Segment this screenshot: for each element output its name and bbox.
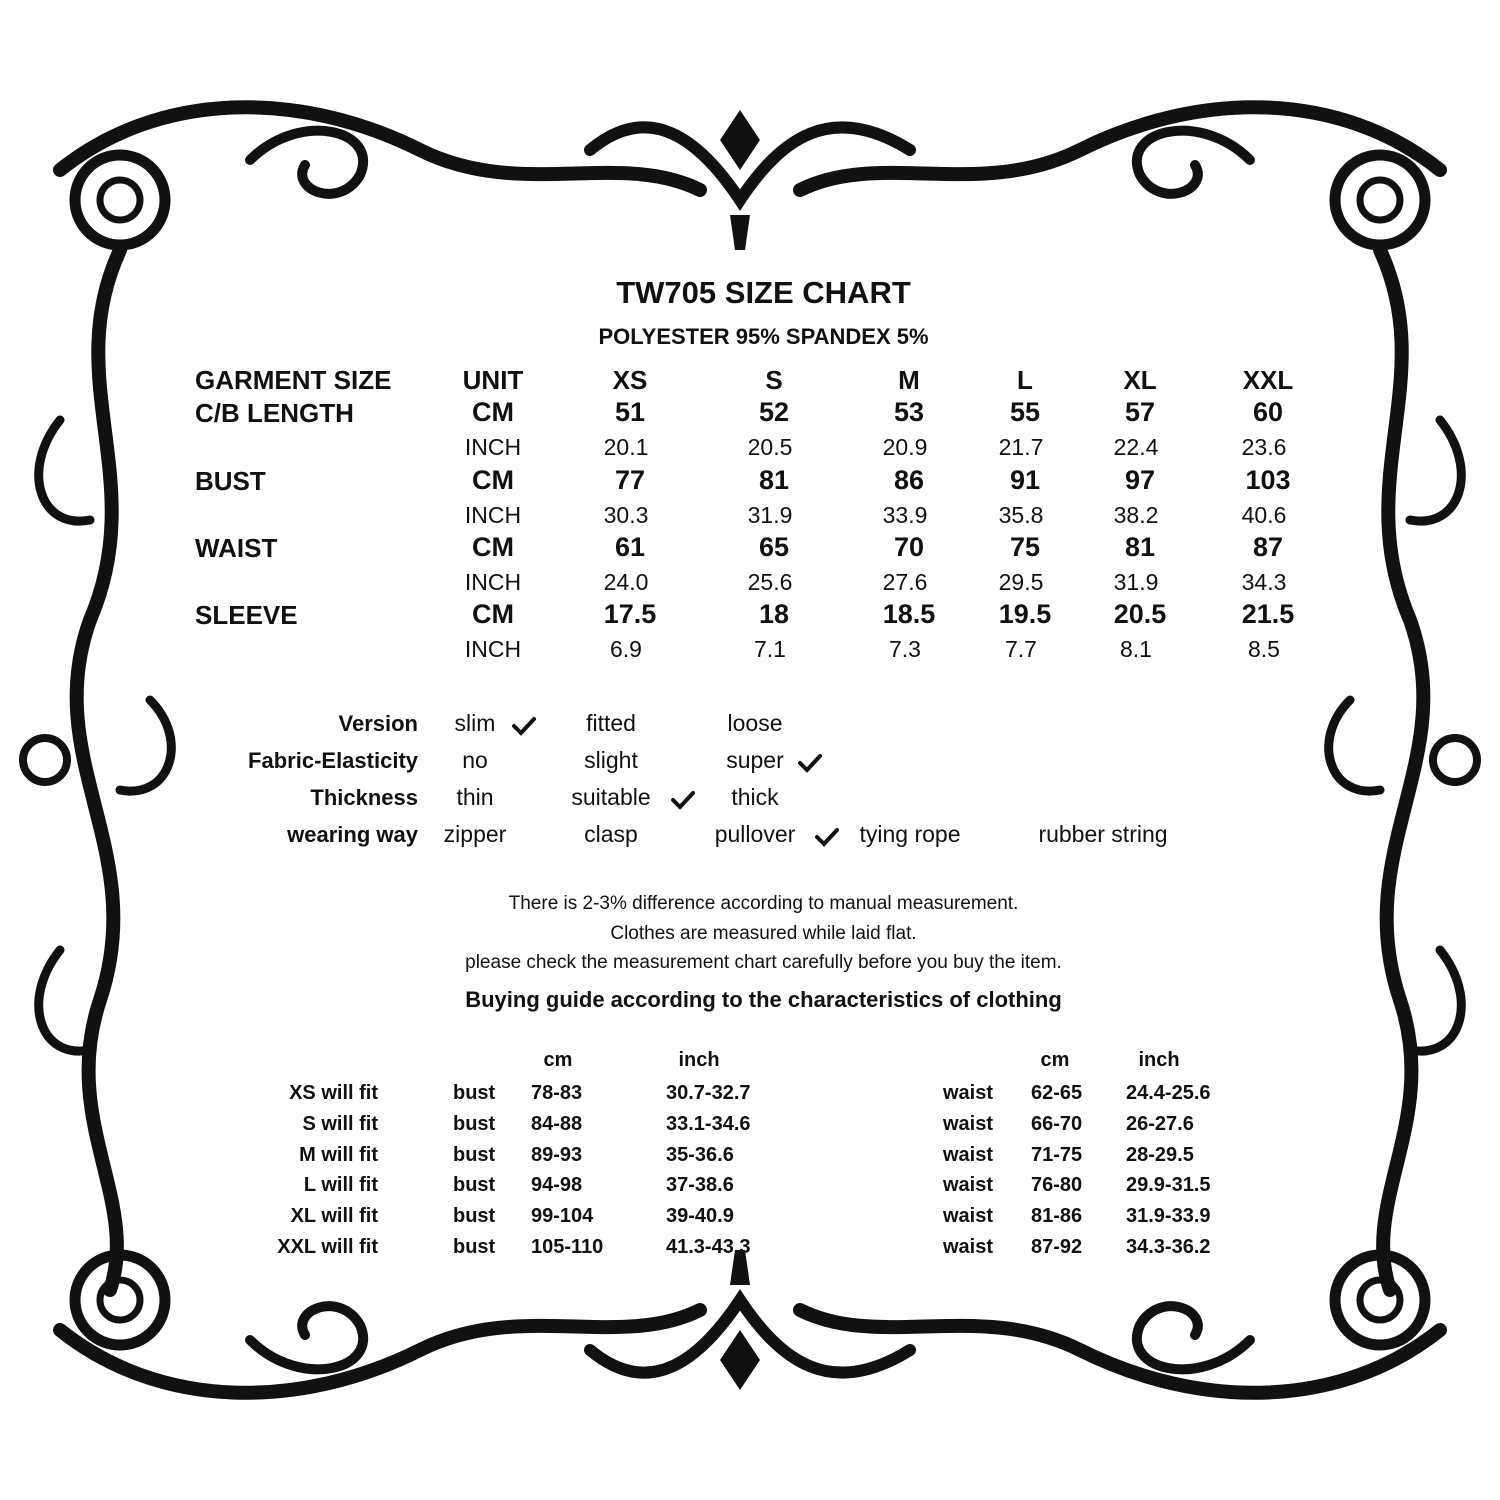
attribute-option: slight xyxy=(584,747,638,773)
guide-bust-cm: 99-104 xyxy=(531,1205,594,1228)
guide-bust-cm: 89-93 xyxy=(531,1143,583,1166)
attribute-option: pullover xyxy=(714,821,796,847)
value-cm: 55 xyxy=(1009,397,1041,427)
guide-waist-label: waist xyxy=(943,1205,994,1228)
value-cm: 70 xyxy=(893,532,925,562)
value-inch: 22.4 xyxy=(1113,434,1159,460)
unit-inch: INCH xyxy=(464,569,522,595)
guide-waist-label: waist xyxy=(943,1082,994,1104)
buying-guide-title: Buying guide according to the characteristics of clothing xyxy=(465,987,1062,1012)
attribute-option: suitable xyxy=(571,784,651,810)
value-inch: 23.6 xyxy=(1241,434,1287,460)
guide-header-waist-inch: inch xyxy=(1138,1049,1180,1071)
value-inch: 34.3 xyxy=(1241,569,1287,595)
attribute-option: loose xyxy=(727,710,783,736)
guide-header-bust-inch: inch xyxy=(678,1049,720,1071)
column-header-size: M xyxy=(898,365,920,395)
value-cm: 87 xyxy=(1252,532,1284,562)
guide-bust-label: bust xyxy=(453,1143,496,1166)
measurement-label: WAIST xyxy=(195,533,278,563)
value-inch: 20.1 xyxy=(603,434,649,460)
guide-waist-cm: 62-65 xyxy=(1031,1082,1083,1104)
value-inch: 30.3 xyxy=(603,502,649,528)
guide-waist-inch: 31.9-33.9 xyxy=(1126,1205,1211,1228)
value-inch: 35.8 xyxy=(998,502,1044,528)
attribute-option: thin xyxy=(456,784,494,810)
note-line: There is 2-3% difference according to manual measurement. xyxy=(508,893,1019,914)
guide-bust-label: bust xyxy=(453,1112,496,1135)
guide-waist-label: waist xyxy=(943,1143,994,1166)
guide-bust-label: bust xyxy=(453,1205,496,1228)
guide-waist-inch: 24.4-25.6 xyxy=(1126,1082,1211,1104)
guide-fit-label: XXL will fit xyxy=(277,1236,378,1258)
attribute-option: thick xyxy=(731,784,779,810)
value-cm: 18 xyxy=(758,599,790,629)
guide-waist-cm: 81-86 xyxy=(1031,1205,1083,1228)
value-inch: 7.3 xyxy=(889,636,921,662)
value-cm: 86 xyxy=(893,465,925,495)
value-cm: 19.5 xyxy=(998,599,1052,629)
guide-waist-inch: 34.3-36.2 xyxy=(1126,1236,1211,1258)
guide-waist-label: waist xyxy=(943,1112,994,1135)
attribute-option: tying rope xyxy=(859,821,961,847)
value-cm: 17.5 xyxy=(603,599,657,629)
attribute-option: rubber string xyxy=(1038,821,1168,847)
guide-bust-cm: 105-110 xyxy=(531,1236,604,1258)
value-inch: 38.2 xyxy=(1113,502,1159,528)
value-inch: 29.5 xyxy=(998,569,1044,595)
value-cm: 97 xyxy=(1124,465,1156,495)
value-cm: 81 xyxy=(758,465,790,495)
value-cm: 21.5 xyxy=(1241,599,1295,629)
value-inch: 20.9 xyxy=(882,434,928,460)
measurement-label: C/B LENGTH xyxy=(195,398,354,428)
attribute-label: wearing way xyxy=(287,822,418,847)
attribute-option: clasp xyxy=(584,821,638,847)
guide-fit-label: M will fit xyxy=(299,1143,378,1166)
guide-bust-inch: 39-40.9 xyxy=(666,1205,734,1228)
value-inch: 8.5 xyxy=(1248,636,1280,662)
guide-waist-inch: 26-27.6 xyxy=(1126,1112,1194,1135)
attribute-label: Fabric-Elasticity xyxy=(248,748,418,773)
guide-waist-inch: 28-29.5 xyxy=(1126,1143,1194,1166)
column-header-unit: UNIT xyxy=(462,365,524,395)
guide-bust-label: bust xyxy=(453,1082,496,1104)
guide-bust-cm: 94-98 xyxy=(531,1174,583,1197)
unit-cm: CM xyxy=(472,532,514,562)
guide-fit-label: XL will fit xyxy=(290,1205,378,1228)
attribute-option: slim xyxy=(454,710,496,736)
guide-waist-label: waist xyxy=(943,1236,994,1258)
value-inch: 33.9 xyxy=(882,502,928,528)
value-cm: 18.5 xyxy=(882,599,936,629)
guide-bust-inch: 35-36.6 xyxy=(666,1143,734,1166)
value-inch: 20.5 xyxy=(747,434,793,460)
guide-bust-inch: 30.7-32.7 xyxy=(666,1082,751,1104)
value-cm: 57 xyxy=(1124,397,1156,427)
fabric-composition: POLYESTER 95% SPANDEX 5% xyxy=(598,324,929,349)
guide-waist-cm: 66-70 xyxy=(1031,1112,1083,1135)
value-inch: 7.1 xyxy=(754,636,786,662)
unit-cm: CM xyxy=(472,397,514,427)
value-cm: 103 xyxy=(1245,465,1291,495)
guide-bust-label: bust xyxy=(453,1174,496,1197)
page-title: TW705 SIZE CHART xyxy=(616,275,911,310)
value-cm: 51 xyxy=(614,397,646,427)
guide-fit-label: S will fit xyxy=(302,1112,378,1135)
value-inch: 31.9 xyxy=(747,502,793,528)
attribute-label: Version xyxy=(338,711,418,736)
value-inch: 8.1 xyxy=(1120,636,1152,662)
guide-bust-cm: 78-83 xyxy=(531,1082,583,1104)
guide-bust-cm: 84-88 xyxy=(531,1112,583,1135)
attribute-option: no xyxy=(462,747,488,773)
attribute-label: Thickness xyxy=(310,785,418,810)
guide-fit-label: XS will fit xyxy=(289,1082,378,1104)
attribute-option: super xyxy=(726,747,784,773)
note-line: Clothes are measured while laid flat. xyxy=(610,923,917,944)
attribute-option: fitted xyxy=(586,710,636,736)
value-inch: 24.0 xyxy=(603,569,649,595)
value-cm: 20.5 xyxy=(1113,599,1167,629)
value-inch: 25.6 xyxy=(747,569,793,595)
value-cm: 65 xyxy=(758,532,790,562)
unit-inch: INCH xyxy=(464,636,522,662)
unit-cm: CM xyxy=(472,599,514,629)
guide-waist-cm: 76-80 xyxy=(1031,1174,1083,1197)
guide-waist-cm: 87-92 xyxy=(1031,1236,1083,1258)
value-cm: 81 xyxy=(1124,532,1156,562)
guide-bust-inch: 37-38.6 xyxy=(666,1174,734,1197)
value-inch: 6.9 xyxy=(610,636,642,662)
guide-waist-cm: 71-75 xyxy=(1031,1143,1083,1166)
guide-bust-inch: 33.1-34.6 xyxy=(666,1112,751,1135)
attribute-option: zipper xyxy=(443,821,507,847)
value-cm: 77 xyxy=(614,465,646,495)
column-header-garment-size: GARMENT SIZE xyxy=(195,365,392,395)
column-header-size: L xyxy=(1017,365,1033,395)
value-cm: 60 xyxy=(1252,397,1284,427)
value-cm: 53 xyxy=(893,397,925,427)
guide-fit-label: L will fit xyxy=(303,1174,378,1197)
value-inch: 21.7 xyxy=(998,434,1044,460)
note-line: please check the measurement chart carefully before you buy the item. xyxy=(465,952,1062,973)
guide-bust-inch: 41.3-43.3 xyxy=(666,1236,751,1258)
measurement-label: BUST xyxy=(195,466,266,496)
guide-bust-label: bust xyxy=(453,1236,496,1258)
column-header-size: XXL xyxy=(1242,365,1294,395)
value-cm: 91 xyxy=(1009,465,1041,495)
column-header-size: XL xyxy=(1123,365,1157,395)
guide-header-bust-cm: cm xyxy=(543,1049,573,1071)
value-cm: 61 xyxy=(614,532,646,562)
value-inch: 40.6 xyxy=(1241,502,1287,528)
value-inch: 7.7 xyxy=(1005,636,1037,662)
guide-waist-label: waist xyxy=(943,1174,994,1197)
measurement-label: SLEEVE xyxy=(195,600,298,630)
column-header-size: XS xyxy=(612,365,648,395)
value-cm: 52 xyxy=(758,397,790,427)
check-icon xyxy=(798,753,822,773)
value-cm: 75 xyxy=(1009,532,1041,562)
unit-cm: CM xyxy=(472,465,514,495)
unit-inch: INCH xyxy=(464,502,522,528)
unit-inch: INCH xyxy=(464,434,522,460)
value-inch: 31.9 xyxy=(1113,569,1159,595)
guide-waist-inch: 29.9-31.5 xyxy=(1126,1174,1211,1197)
guide-header-waist-cm: cm xyxy=(1040,1049,1070,1071)
value-inch: 27.6 xyxy=(882,569,928,595)
column-header-size: S xyxy=(765,365,783,395)
